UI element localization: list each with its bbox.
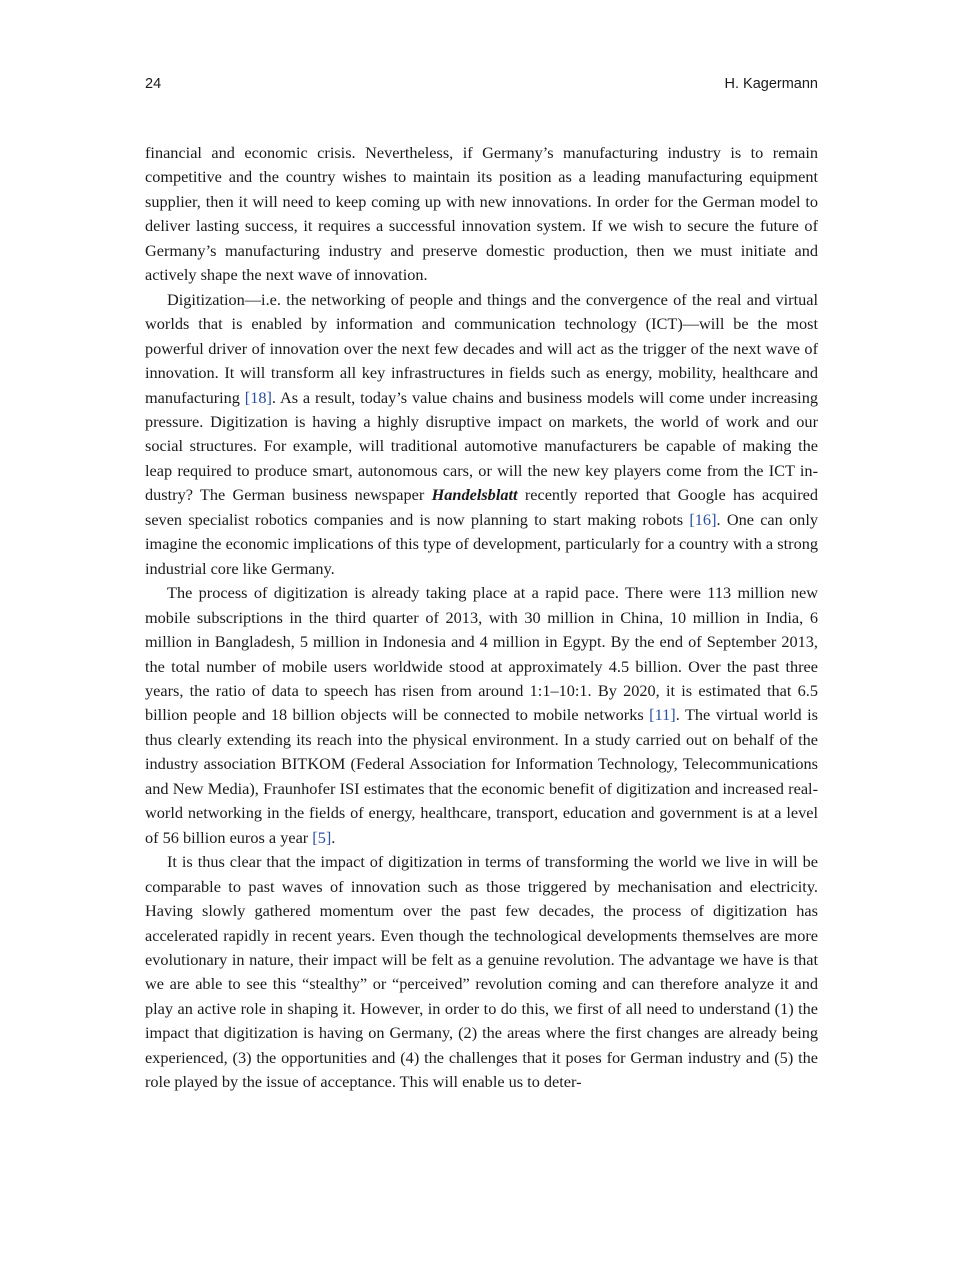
text-segment: recently reported that Google has acquired seven specialist robotics companies and is now planning to start making robots	[145, 485, 818, 529]
text-segment: It is thus clear that the impact of digitization in terms of transforming the world we live in will be comparable to past waves of innovation such as those triggered by mechanisation and electricity. Having slowly gathered momentum over the past few decades, the process of digitization has accelerated rapidly in recent years. Even though the technological developments themselves are more evolutionary in nature, their impact will be felt as a genuine revolution. The advantage we have is that we are able to see this “stealthy” or “perceived” revolution coming and can therefore analyze it and play an active role in shaping it. However, in order to do this, we first of all need to understand (1) the impact that digitization is having on Germany, (2) the areas where the first changes are already being experienced, (3) the opportunities and (4) the challenges that it poses for German industry and (5) the role played by the issue of acceptance. This will enable us to deter-	[145, 852, 818, 1092]
paragraph-1	[145, 141, 818, 288]
citation-link-5[interactable]: [5]	[312, 827, 332, 847]
text-segment: The process of digitization is already taking place at a rapid pace. There were 113 million new mobile subscriptions in the third quarter of 2013, with 30 million in China, 10 million in India, 6 million in Bangladesh, 5 million in Indonesia and 4 million in Egypt. By the end of September 2013, the total number of mobile users worldwide stood at approximately 4.5 billion. Over the past three years, the ratio of data to speech has risen from around 1:1–10:1. By 2020, it is estimated that 6.5 billion people and 18 billion objects will be connected to mobile networks	[145, 583, 818, 725]
running-head: H. Kagermann	[724, 76, 818, 92]
page-number: 24	[145, 76, 162, 92]
page-header	[145, 76, 818, 98]
text-segment: .	[331, 827, 336, 847]
paragraph-2	[145, 288, 818, 581]
citation-link-11[interactable]: [11]	[649, 705, 676, 725]
text-segment: financial and economic crisis. Nevertheless, if Germany’s manufacturing industry is to remain competitive and the country wishes to maintain its position as a leading manufacturing equipment supplier, then it will need to keep coming up with new innovations. In order for the German model to deliver lasting success, it requires a successful innovation system. If we wish to secure the future of Germany’s manufacturing industry and preserve domestic production, then we must initiate and actively shape the next wave of innovation.	[145, 143, 818, 285]
citation-link-18[interactable]: [18]	[244, 387, 272, 407]
paragraph-4	[145, 850, 818, 1095]
text-segment: Digitization—i.e. the networking of people and things and the convergence of the real and virtual worlds that is enabled by information and communication technology (ICT)—will be the most powerful driver of innovation over the next few decades and will act as the trigger of the next wave of innovation. It will transform all key infrastructures in fields such as energy, mobility, healthcare and manufacturing	[145, 289, 818, 407]
text-segment: . The virtual world is thus clearly extending its reach into the physical environment. In a study carried out on behalf of the industry association BITKOM (Federal Association for Information Technology, Telecommunications and New Media), Fraunhofer ISI estimates that the economic benefit of digitization and increased real-world networking in the fields of energy, healthcare, transport, education and government is at a level of 56 billion euros a year	[145, 705, 818, 847]
body-text	[145, 141, 818, 1095]
citation-link-16[interactable]: [16]	[689, 509, 717, 529]
text-segment: . One can only imagine the economic implications of this type of development, particularly for a country with a strong industrial core like Germany.	[145, 509, 818, 578]
emphasis-handelsblatt: Handelsblatt	[431, 485, 518, 505]
paragraph-3	[145, 581, 818, 850]
text-segment: . As a result, today’s value chains and business models will come under increasing pressure. Digitization is having a highly disruptive impact on markets, the world of work and our social structures. For example, will traditional automotive manufacturers be capable of making the leap required to produce smart, autonomous cars, or will the new key players come from the ICT industry? The German business newspaper	[145, 387, 818, 505]
